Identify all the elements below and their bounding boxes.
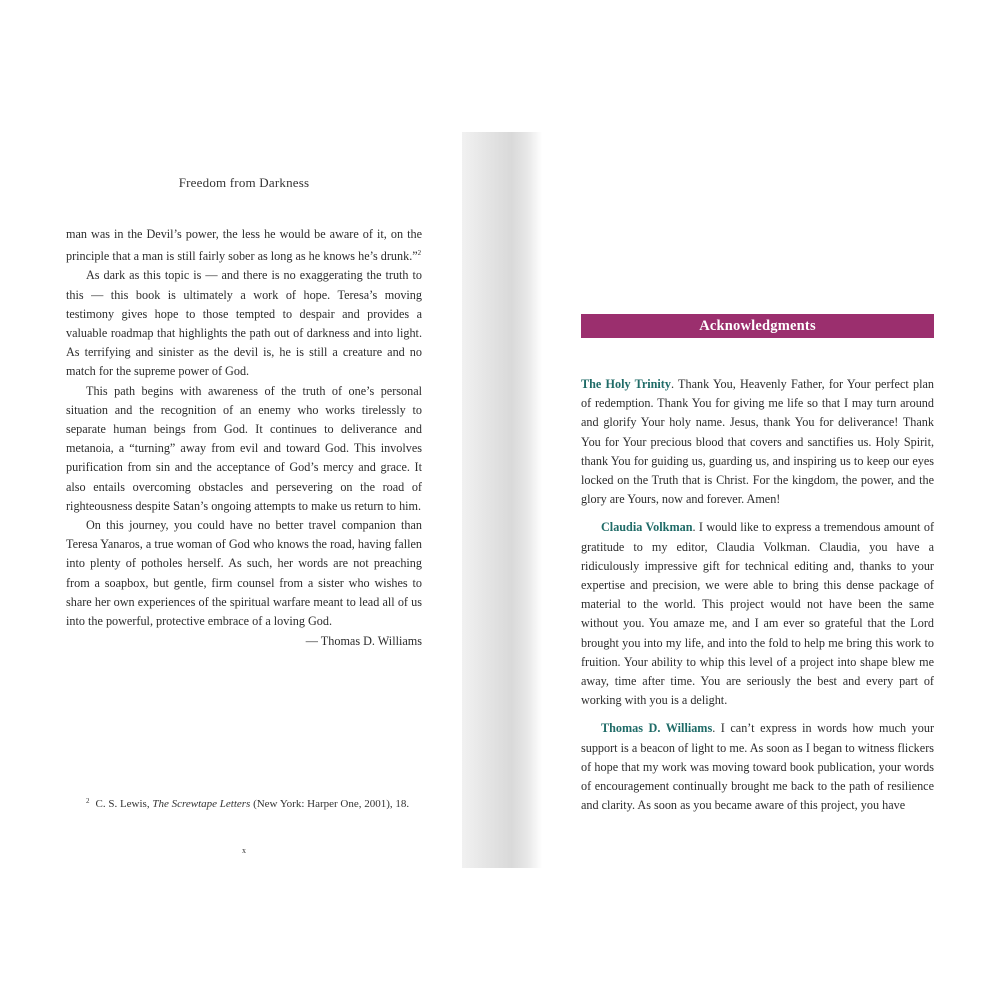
footnote xyxy=(86,797,422,810)
running-head: Freedom from Darkness xyxy=(178,175,310,190)
acknowledgment-entry: Claudia Volkman. I would like to express a tremendous amount of gratitude to my editor, Claudia Volkman. Claudia, you have a ridiculously impressive gift for technical editing and, thanks to your expertise and precision, we were able to bring this dense package of material to the world. This project would not have been the same without you. You amaze me, and I am ever so grateful that the Lord brought you into my life, and into the fold to help me bring this work to fruition. Your ability to whip this level of a project into shape blew me away, time after time. You are seriously the best and every part of working with you is a delight. xyxy=(581,520,934,708)
paragraph: On this journey, you could have no better travel companion than Teresa Yanaros, a true woman of God who knows the road, having fallen into plenty of potholes herself. As such, her words are not preaching from a soapbox, but gentle, firm counsel from a sister who wishes to share her own experiences of the spiritual warfare meant to lead all of us into the powerful, protective embrace of a loving God. xyxy=(66,518,422,629)
paragraph: This path begins with awareness of the truth of one’s personal situation and the recognition of an enemy who works tirelessly to separate human beings from God. It continues to deliverance and metanoia, a “turning” away from evil and toward God. This involves purification from sin and the acceptance of God’s mercy and grace. It also entails overcoming obstacles and persevering on the road of righteousness despite Satan’s ongoing attempts to make us return to him. xyxy=(66,383,422,513)
footnote-details: (New York: Harper One, 2001), 18. xyxy=(253,798,410,810)
paragraph: man was in the Devil’s power, the less he would be aware of it, on the principle that a man is still fairly sober as long as he knows he’s drunk.”$^2$ xyxy=(66,227,422,264)
acknowledgment-entry: The Holy Trinity. Thank You, Heavenly Father, for Your perfect plan of redemption. Thank You for giving me life so that I may turn around and glorify Your holy name. Jesus, thank You for deliverance! Thank You for Your precious blood that covers and sanctifies us. Holy Spirit, thank You for guiding us, guarding us, and inspiring us to keep our eyes locked on the Truth that is Christ. For the kingdom, the power, and the glory are Yours, now and forever. Amen! xyxy=(581,377,934,507)
paragraph: As dark as this topic is — and there is no exaggerating the truth to this — this book is ultimately a work of hope. Teresa’s moving testimony gives hope to those tempted to despair and provides a valuable roadmap that highlights the path out of darkness and into light. As terrifying and sinister as the devil is, he is still a creature and no match for the supreme power of God. xyxy=(66,268,422,379)
acknowledged-name: Claudia Volkman xyxy=(601,520,693,535)
footnote-author: C. S. Lewis, xyxy=(95,798,150,810)
footnote-number: 2 xyxy=(86,797,90,805)
acknowledgments-heading: Acknowledgments xyxy=(581,314,934,338)
footnote-reference: 2 xyxy=(417,249,422,258)
acknowledged-name: The Holy Trinity xyxy=(581,377,671,391)
foreword-signature: — Thomas D. Williams xyxy=(305,634,422,648)
acknowledged-name: Thomas D. Williams xyxy=(601,721,713,736)
left-page-body xyxy=(66,225,422,631)
book-gutter-shadow xyxy=(462,132,542,868)
acknowledgment-entry: Thomas D. Williams. I can’t express in words how much your support is a beacon of light to me. As soon as I began to witness flickers of hope that my work was moving toward book publication, your words of encouragement continually brought me back to the path of resilience and clarity. As soon as you became aware of this project, you have xyxy=(581,721,934,813)
page-number: x xyxy=(242,846,246,855)
acknowledgments-body xyxy=(581,375,934,824)
footnote-title: The Screwtape Letters xyxy=(152,798,251,810)
